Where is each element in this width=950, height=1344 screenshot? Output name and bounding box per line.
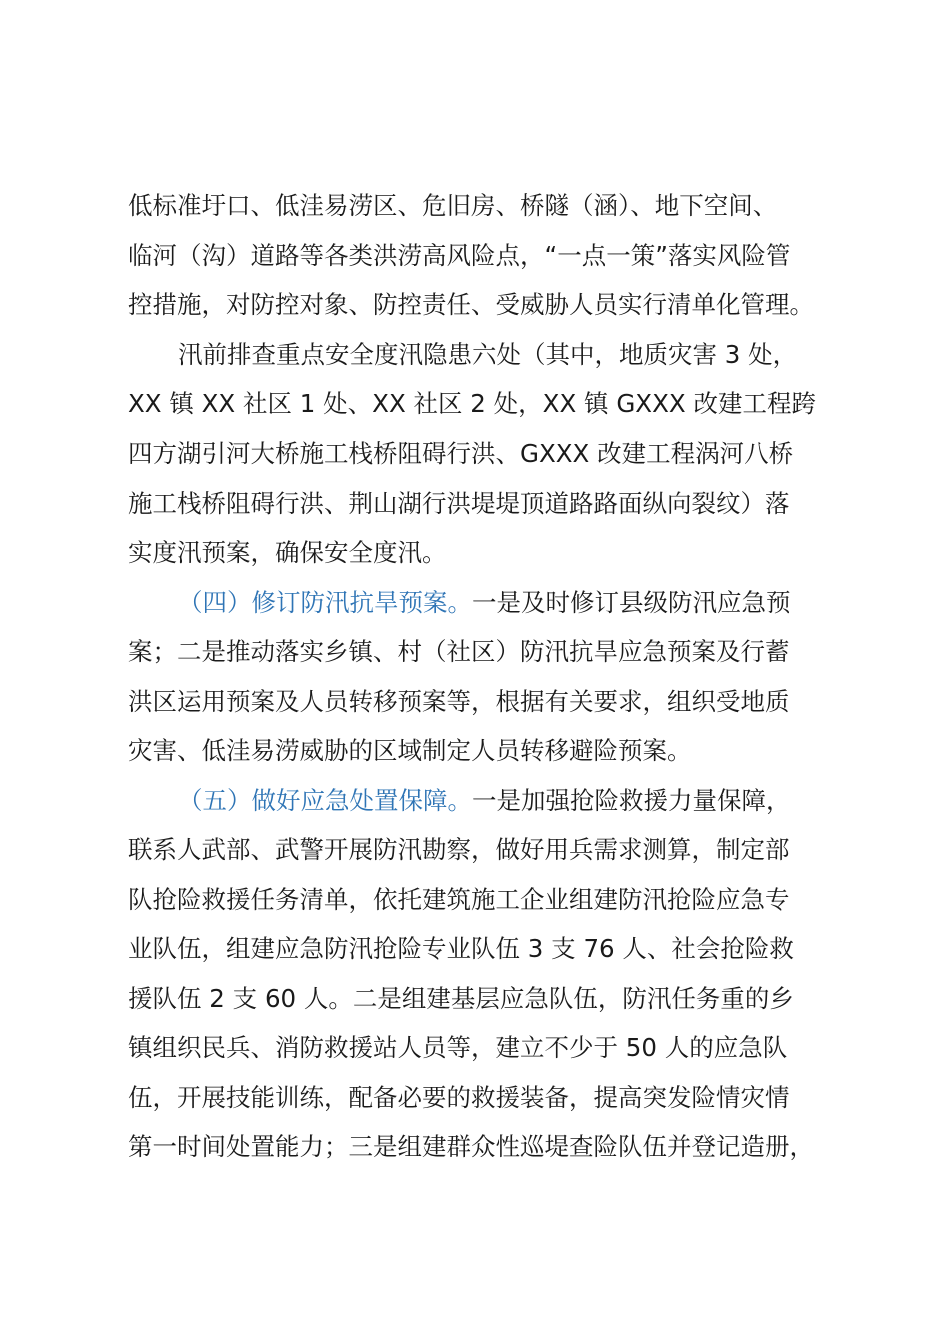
body-line: 援队伍 2 支 60 人。二是组建基层应急队伍，防汛任务重的乡 bbox=[128, 984, 794, 1013]
body-line: 队抢险救援任务清单，依托建筑施工企业组建防汛抢险应急专 bbox=[128, 885, 790, 914]
heading-followup-text: 一是加强抢险救援力量保障， bbox=[472, 786, 791, 815]
body-line: 灾害、低洼易涝威胁的区域制定人员转移避险预案。 bbox=[128, 736, 692, 765]
body-line: 联系人武部、武警开展防汛勘察，做好用兵需求测算，制定部 bbox=[128, 835, 790, 864]
paragraph-first-line bbox=[178, 781, 858, 821]
body-line: XX 镇 XX 社区 1 处、XX 社区 2 处，XX 镇 GXXX 改建工程跨 bbox=[128, 389, 816, 418]
body-line: 第一时间处置能力；三是组建群众性巡堤查险队伍并登记造册， bbox=[128, 1132, 814, 1161]
body-line: 临河（沟）道路等各类洪涝高风险点，“一点一策”落实风险管 bbox=[128, 241, 791, 270]
body-line: 控措施，对防控对象、防控责任、受威胁人员实行清单化管理。 bbox=[128, 290, 814, 319]
section-heading-4: （四）修订防汛抗旱预案。 bbox=[178, 588, 472, 617]
body-line: 实度汛预案，确保安全度汛。 bbox=[128, 538, 447, 567]
body-line: 伍，开展技能训练，配备必要的救援装备，提高突发险情灾情 bbox=[128, 1083, 790, 1112]
body-line: 施工栈桥阻碍行洪、荆山湖行洪堤堤顶道路路面纵向裂纹）落 bbox=[128, 489, 790, 518]
paragraph-first-line: 汛前排查重点安全度汛隐患六处（其中，地质灾害 3 处， bbox=[178, 340, 798, 369]
body-line: 业队伍，组建应急防汛抢险专业队伍 3 支 76 人、社会抢险救 bbox=[128, 934, 794, 963]
section-heading-5: （五）做好应急处置保障。 bbox=[178, 786, 472, 815]
heading-followup-text: 一是及时修订县级防汛应急预 bbox=[472, 588, 791, 617]
body-line: 洪区运用预案及人员转移预案等，根据有关要求，组织受地质 bbox=[128, 687, 790, 716]
body-line: 低标准圩口、低洼易涝区、危旧房、桥隧（涵）、地下空间、 bbox=[128, 191, 778, 220]
paragraph-first-line bbox=[178, 583, 858, 623]
body-line: 四方湖引河大桥施工栈桥阻碍行洪、GXXX 改建工程涡河八桥 bbox=[128, 439, 794, 468]
body-line: 镇组织民兵、消防救援站人员等，建立不少于 50 人的应急队 bbox=[128, 1033, 788, 1062]
body-line: 案；二是推动落实乡镇、村（社区）防汛抗旱应急预案及行蓄 bbox=[128, 637, 790, 666]
